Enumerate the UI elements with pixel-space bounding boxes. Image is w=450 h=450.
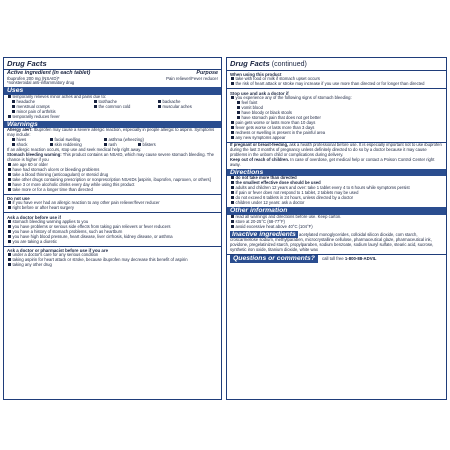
bullet-icon bbox=[12, 105, 15, 108]
bullet-icon bbox=[231, 225, 234, 228]
bullet-icon bbox=[158, 100, 161, 103]
keep-out-of-reach: Keep out of reach of children. In case of overdose, get medical help or contact a Poison Control Center right away. bbox=[230, 156, 435, 167]
pregnancy-warning: If pregnant or breast-feeding, ask a health professional before use. It is especially important not to use ibuprofen during the last 3 months of pregnancy unless definitely directed to do so by a doctor because it may cause problems in the unborn child or complications during delivery. bbox=[230, 142, 442, 157]
direction-item: adults and children 12 years and over: take 1 tablet every 4 to 6 hours while symptoms persist bbox=[227, 186, 446, 191]
inactive-ingredients-heading: Inactive ingredients bbox=[232, 230, 296, 238]
symptom-item: facial swelling bbox=[50, 138, 100, 143]
stop-use-sub-item: have stomach pain that does not get better bbox=[227, 116, 446, 121]
ask-doctor-item: you have a history of stomach problems, such as heartburn bbox=[4, 230, 221, 235]
bullet-icon bbox=[231, 126, 234, 129]
bullet-icon bbox=[8, 263, 11, 266]
bullet-icon bbox=[12, 110, 15, 113]
use-item: toothache bbox=[94, 100, 154, 105]
symptom-item: asthma (wheezing) bbox=[104, 138, 218, 143]
stomach-item: are age 60 or older bbox=[4, 163, 221, 168]
bullet-icon bbox=[12, 100, 15, 103]
bullet-icon bbox=[8, 115, 11, 118]
bullet-icon bbox=[237, 116, 240, 119]
ingredient-purpose: Pain reliever/Fever reducer bbox=[166, 76, 218, 81]
stop-use-item: redness or swelling is present in the painful area bbox=[227, 131, 446, 136]
when-using-item: take with food or milk if stomach upset occurs bbox=[227, 77, 446, 82]
stomach-item: take a blood thinning (anticoagulant) or steroid drug bbox=[4, 173, 221, 178]
drug-facts-continued-title: Drug Facts (continued) bbox=[227, 58, 446, 71]
stop-use-item: fever gets worse or lasts more than 3 days bbox=[227, 126, 446, 131]
direction-item: do not take more than directed bbox=[227, 176, 446, 181]
use-item: menstrual cramps bbox=[12, 105, 90, 110]
inactive-ingredients bbox=[227, 231, 446, 253]
stop-use-sub-item: have bloody or black stools bbox=[227, 111, 446, 116]
allergy-alert: Allergy alert: Ibuprofen may cause a severe allergic reaction, especially in people allergic to aspirin. Symptoms may include: bbox=[7, 127, 215, 137]
bullet-icon bbox=[8, 178, 11, 181]
questions-row bbox=[227, 254, 446, 263]
use-item: backache bbox=[158, 100, 222, 105]
bullet-icon bbox=[12, 143, 15, 146]
stop-use-item: you experience any of the following signs of stomach bleeding: bbox=[227, 96, 446, 101]
bullet-icon bbox=[50, 138, 53, 141]
bullet-icon bbox=[8, 235, 11, 238]
bullet-icon bbox=[94, 105, 97, 108]
bullet-icon bbox=[8, 163, 11, 166]
use-item: headache bbox=[12, 100, 90, 105]
direction-item: if pain or fever does not respond to 1 tablet, 2 tablets may be used bbox=[227, 191, 446, 196]
bullet-icon bbox=[8, 225, 11, 228]
use-item: the common cold bbox=[94, 105, 154, 110]
drug-facts-left-column bbox=[3, 57, 222, 400]
direction-item: the smallest effective dose should be used bbox=[227, 181, 446, 186]
stomach-item: take more or for a longer time than directed bbox=[4, 188, 221, 193]
do-not-use-heading: Do not use bbox=[7, 196, 30, 202]
bullet-icon bbox=[138, 143, 141, 146]
bullet-icon bbox=[94, 100, 97, 103]
bullet-icon bbox=[8, 258, 11, 261]
drug-facts-title: Drug Facts bbox=[4, 58, 221, 70]
bullet-icon bbox=[8, 220, 11, 223]
bullet-icon bbox=[104, 143, 107, 146]
do-not-use-box bbox=[4, 194, 221, 212]
drug-facts-panel bbox=[0, 57, 450, 400]
bullet-icon bbox=[231, 96, 234, 99]
ask-doctor-item: you have high blood pressure, heart disease, liver cirrhosis, kidney disease, or asthma bbox=[4, 235, 221, 240]
pregnancy-box bbox=[227, 142, 446, 168]
bullet-icon bbox=[231, 220, 234, 223]
bullet-icon bbox=[231, 82, 234, 85]
bullet-icon bbox=[8, 183, 11, 186]
bullet-icon bbox=[158, 105, 161, 108]
stop-use-item: any new symptoms appear bbox=[227, 136, 446, 141]
bullet-icon bbox=[231, 215, 234, 218]
nsaid-footnote: *nonsteroidal anti-inflammatory drug bbox=[7, 80, 75, 85]
stop-use-sub-item: vomit blood bbox=[227, 106, 446, 111]
bullet-icon bbox=[8, 253, 11, 256]
directions-heading: Directions bbox=[227, 169, 446, 177]
ask-doctor-item: stomach bleeding warning applies to you bbox=[4, 220, 221, 225]
bullet-icon bbox=[231, 77, 234, 80]
drug-facts-right-column bbox=[226, 57, 447, 400]
ask-pharmacist-heading: Ask a doctor or pharmacist before use if you are bbox=[7, 248, 109, 254]
bullet-icon bbox=[8, 188, 11, 191]
questions-heading: Questions or comments? bbox=[230, 255, 318, 263]
warnings-heading: Warnings bbox=[4, 121, 221, 129]
ingredient-name: Ibuprofen 200 mg (NSAID)* bbox=[7, 76, 60, 81]
purpose-heading: Purpose bbox=[196, 70, 218, 76]
use-item: minor pain of arthritis bbox=[12, 110, 90, 115]
use-item: muscular aches bbox=[158, 105, 222, 110]
allergy-after: If an allergic reaction occurs, stop use and seek medical help right away. bbox=[7, 146, 142, 152]
direction-item: children under 12 years: ask a doctor bbox=[227, 201, 446, 206]
symptom-item: rash bbox=[104, 143, 134, 148]
active-ingredient-heading: Active ingredient (in each tablet) bbox=[7, 70, 91, 76]
stop-use-item: pain gets worse or lasts more than 10 days bbox=[227, 121, 446, 126]
when-using-item: the risk of heart attack or stroke may increase if you use more than directed or for longer than directed bbox=[227, 82, 446, 87]
bullet-icon bbox=[231, 196, 234, 199]
stop-use-heading: Stop use and ask a doctor if bbox=[230, 90, 289, 96]
bullet-icon bbox=[231, 176, 234, 179]
bullet-icon bbox=[104, 138, 107, 141]
stomach-bleeding-warning: Stomach bleeding warning: This product contains an NSAID, which may cause severe stomach bleeding. The chance is higher if you bbox=[7, 151, 214, 162]
uses-fever: temporarily reduces fever bbox=[4, 115, 221, 120]
direction-item: do not exceed 6 tablets in 24 hours, unless directed by a doctor bbox=[227, 196, 446, 201]
bullet-icon bbox=[231, 201, 234, 204]
stomach-item: have had stomach ulcers or bleeding problems bbox=[4, 168, 221, 173]
ask-pharmacist-item: taking any other drug bbox=[4, 263, 221, 268]
other-info-item: read all warnings and directions before use. Keep carton. bbox=[227, 215, 446, 220]
bullet-icon bbox=[237, 106, 240, 109]
bullet-icon bbox=[237, 111, 240, 114]
bullet-icon bbox=[8, 230, 11, 233]
ask-doctor-heading: Ask a doctor before use if bbox=[7, 214, 61, 220]
symptom-item: hives bbox=[12, 138, 46, 143]
bullet-icon bbox=[231, 131, 234, 134]
when-using-heading: When using this product bbox=[230, 72, 282, 77]
symptom-item: blisters bbox=[138, 143, 218, 148]
bullet-icon bbox=[237, 101, 240, 104]
uses-heading: Uses bbox=[4, 87, 221, 95]
uses-grid bbox=[4, 100, 221, 115]
bullet-icon bbox=[50, 143, 53, 146]
stomach-item: take other drugs containing prescription or nonprescription NSAIDs [aspirin, ibuprofen, naproxen, or others] bbox=[4, 178, 221, 183]
stomach-item: have 3 or more alcoholic drinks every day while using this product bbox=[4, 183, 221, 188]
symptom-item: shock bbox=[12, 143, 46, 148]
do-not-use-item: if you have ever had an allergic reaction to any other pain reliever/fever reducer bbox=[4, 201, 221, 206]
bullet-icon bbox=[8, 206, 11, 209]
bullet-icon bbox=[12, 138, 15, 141]
inactive-ingredients-text: acetylated monoglycerides, colloidal silicon dioxide, corn starch, croscarmellose sodium, methylparaben, microcrystalline cellulose, pharmaceutical glaze, pharmaceutical ink, povidone, pregelatinized starch, propylparaben, sodium benzoate, sodium lauryl sulfate, stearic acid, sucrose, synthetic iron oxide, titanium dioxide, white wax bbox=[230, 231, 434, 253]
ask-pharmacist-box bbox=[4, 246, 221, 269]
bullet-icon bbox=[8, 95, 11, 98]
ask-pharmacist-item: taking aspirin for heart attack or stroke, because ibuprofen may decrease this benefit of aspirin bbox=[4, 258, 221, 263]
symptom-item: skin reddening bbox=[50, 143, 100, 148]
other-info-item: store at 20-25°C (68-77°F) bbox=[227, 220, 446, 225]
ask-pharmacist-item: under a doctor's care for any serious condition bbox=[4, 253, 221, 258]
bullet-icon bbox=[231, 191, 234, 194]
questions-text: call toll free 1-800-88-ADVIL bbox=[321, 256, 377, 262]
ask-doctor-box bbox=[4, 212, 221, 245]
bullet-icon bbox=[8, 173, 11, 176]
other-info-item: avoid excessive heat above 40°C (104°F) bbox=[227, 225, 446, 230]
bullet-icon bbox=[231, 181, 234, 184]
other-information-heading: Other information bbox=[227, 207, 446, 215]
do-not-use-item: right before or after heart surgery bbox=[4, 206, 221, 211]
uses-intro: temporarily relieves minor aches and pains due to: bbox=[4, 95, 221, 100]
ask-doctor-item: you have problems or serious side effects from taking pain relievers or fever reducers bbox=[4, 225, 221, 230]
bullet-icon bbox=[231, 121, 234, 124]
bullet-icon bbox=[231, 186, 234, 189]
bullet-icon bbox=[8, 201, 11, 204]
stop-use-sub-item: feel faint bbox=[227, 101, 446, 106]
stop-use-box bbox=[227, 88, 446, 141]
bullet-icon bbox=[8, 240, 11, 243]
phone-number: 1-800-88-ADVIL bbox=[344, 256, 377, 262]
bullet-icon bbox=[8, 168, 11, 171]
ask-doctor-item: you are taking a diuretic bbox=[4, 240, 221, 245]
bullet-icon bbox=[231, 136, 234, 139]
